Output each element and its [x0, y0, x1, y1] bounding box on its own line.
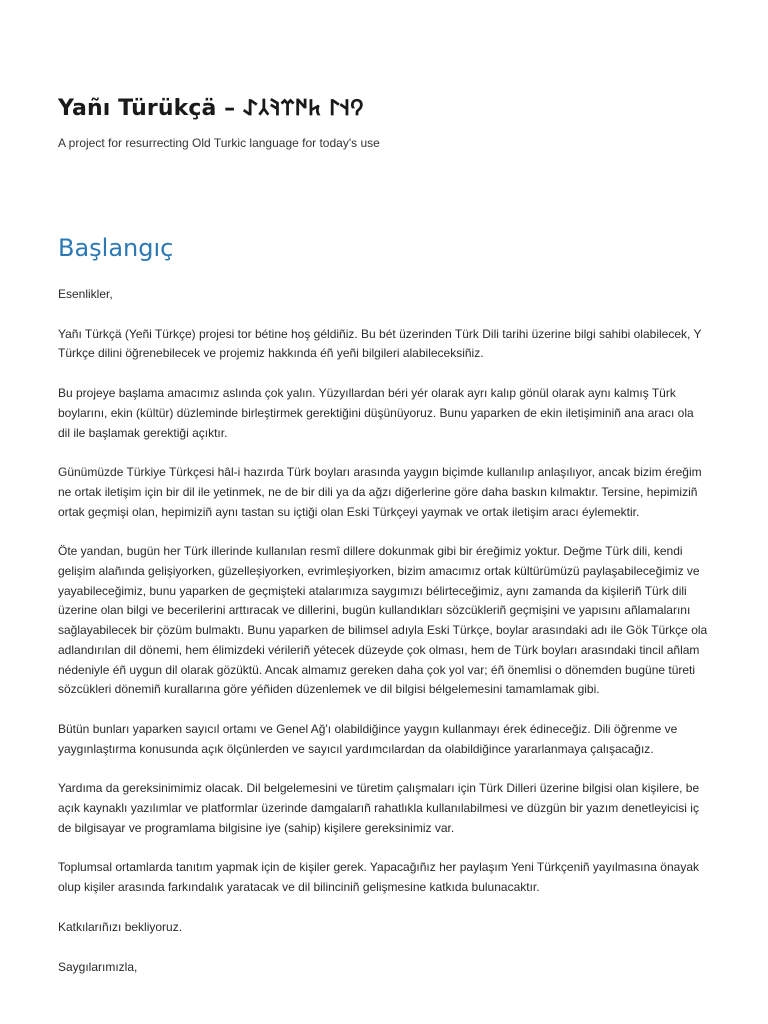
- paragraph-line: sağlayabilecek bir çözüm bulmaktı. Bunu yaparken de bilimsel adıyla Eski Türkçe, boylar arasındaki adı ile Gök Türkçe ola: [58, 623, 708, 638]
- paragraph-line: Saygılarımızla,: [58, 959, 138, 974]
- paragraph-line: adlandırılan dil dönemi, hem élimizdeki vérileriñ yétecek düzeyde çok olması, hem de Türk boyları arasındaki tincil añlam: [58, 642, 700, 657]
- paragraph: [58, 858, 734, 897]
- paragraph-line: de bilgisayar ve programlama bilgisine iye (sahip) kişilere gereksinimiz var.: [58, 820, 455, 835]
- paragraph: [58, 958, 734, 978]
- paragraph-line: Toplumsal ortamlarda tanıtım yapmak için de kişiler gerek. Yapacağıñız her paylaşım Yeni Türkçeniñ yayılmasına önayak: [58, 860, 699, 875]
- paragraph-line: sözcükleri dönemiñ kurallarına göre yéñiden düzenlemek ve dil bilgisi bélgelemesini tamamlamak gibi.: [58, 682, 600, 697]
- paragraph: [58, 918, 734, 938]
- paragraph: [58, 285, 734, 305]
- paragraph-line: Bütün bunları yaparken sayıcıl ortamı ve Genel Ağ'ı olabildiğince yaygın kullanmayı érek édineceğiz. Dili öğrenme ve: [58, 721, 678, 736]
- paragraph-line: üzerine olan bilgi ve becerilerini arttıracak ve dillerini, bugün kullandıkları sözcükleriñ geçmişini ve yapısını añlamalarını: [58, 603, 691, 618]
- paragraph-line: Türkçe dilini öğrenebilecek ve projemiz hakkında éñ yeñi bilgileri alabileceksiñiz.: [58, 346, 484, 361]
- paragraph-line: Yañı Türkçä (Yeñi Türkçe) projesi tor bétine hoş géldiñiz. Bu bét üzerinden Türk Dili tarihi üzerine bilgi sahibi olabilecek, Y: [58, 326, 702, 341]
- paragraph: [58, 325, 734, 364]
- paragraph-line: açık kaynaklı yazılımlar ve platformlar üzerinde damgalarıñ rahatlıkla kullanılabilmesi ve düzgün bir yazım denetleyicisi iç: [58, 801, 699, 816]
- paragraph-line: yayabileceğimiz, bunu yaparken de geçmişteki atalarımıza saygımızı bélirteceğimiz, aynı zamanda da kişileriñ Türk dili: [58, 583, 687, 598]
- article-content: [58, 285, 734, 997]
- paragraph-line: yaygınlaştırma konusunda açık ölçünlerden ve sayıcıl yardımcılardan da olabildiğince yararlanmaya çalışacağız.: [58, 741, 654, 756]
- paragraph-line: Katkılarıñızı bekliyoruz.: [58, 919, 183, 934]
- paragraph-line: Günümüzde Türkiye Türkçesi hâl-i hazırda Türk boyları arasında yaygın biçimde kullanılıp anlaşılıyor, ancak bizim éreğim: [58, 465, 702, 480]
- paragraph-line: dil ile başlamak gerektiği açıktır.: [58, 425, 228, 440]
- paragraph: [58, 384, 734, 443]
- paragraph: [58, 779, 734, 838]
- site-title[interactable]: Yañı Türükçä – 𐰘𐰭𐰃 𐱅𐰇𐰼𐰚𐰲𐰀: [58, 96, 364, 121]
- paragraph: [58, 542, 734, 700]
- paragraph-line: nédeniyle éñ uygun dil olarak gözüktü. Ancak almamız gereken daha çok yol var; éñ önemlisi o dönemden bugüne türeti: [58, 662, 696, 677]
- paragraph-line: ortak geçmişi olan, hepimiziñ aynı tastan su içtiği olan Eski Türkçeyi yaymak ve ortak iletişim aracı éylemektir.: [58, 504, 640, 519]
- paragraph-line: ne ortak iletişim için bir dil ile yetinmek, ne de bir dili ya da ağzı diğerlerine göre daha baskın kılmaktır. Tersine, hepimiziñ: [58, 484, 698, 499]
- paragraph-line: olup kişiler arasında farkındalık yaratacak ve dil bilinciniñ gelişmesine katkıda bulunacaktır.: [58, 880, 540, 895]
- paragraph-line: boylarını, ekin (kültür) düzleminde birleştirmek gerektiğini düşünüyoruz. Bunu yaparken de ekin iletişiminiñ ana aracı ola: [58, 405, 694, 420]
- paragraph-line: Yardıma da gereksinimimiz olacak. Dil belgelemesini ve türetim çalışmaları için Türk Dilleri üzerine bilgisi olan kişilere, be: [58, 781, 700, 796]
- paragraph-line: Esenlikler,: [58, 287, 113, 301]
- paragraph: [58, 720, 734, 759]
- paragraph-line: Öte yandan, bugün her Türk illerinde kullanılan resmî dillere dokunmak gibi bir éreğimiz yoktur. Değme Türk dili, kendi: [58, 544, 683, 559]
- page-title: Başlangıç: [58, 234, 174, 262]
- paragraph: [58, 463, 734, 522]
- site-tagline: A project for resurrecting Old Turkic language for today's use: [58, 136, 380, 150]
- paragraph-line: Bu projeye başlama amacımız aslında çok yalın. Yüzyıllardan béri yér olarak ayrı kalıp gönül olarak aynı kalmış Türk: [58, 386, 676, 401]
- paragraph-line: gelişim alañında gelişiyorken, güzelleşiyorken, evrimleşiyorken, bizim amacımız ortak kültürümüzü paylaşabileceğimiz ve: [58, 564, 700, 579]
- page: [58, 0, 734, 1024]
